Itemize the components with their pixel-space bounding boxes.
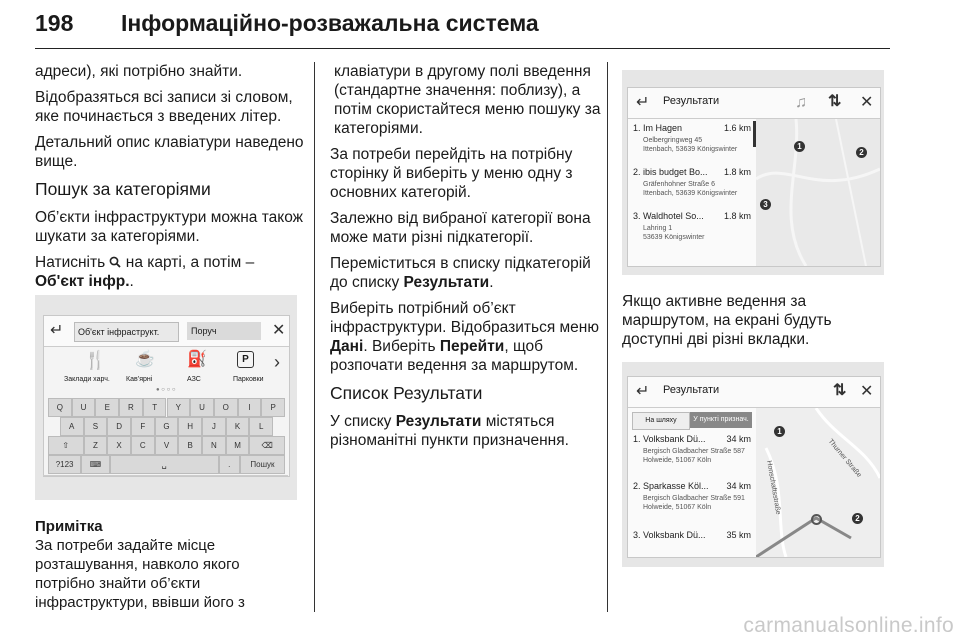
keyboard-icon[interactable]: ⌨ bbox=[81, 455, 109, 474]
map[interactable] bbox=[756, 408, 880, 557]
keyboard-key[interactable]: X bbox=[107, 436, 131, 455]
column-1 bbox=[35, 62, 307, 298]
column-3-text bbox=[622, 292, 884, 356]
keyboard-key[interactable]: S bbox=[84, 417, 108, 436]
result-address: Bergisch Gladbacher Straße 591 bbox=[643, 495, 745, 502]
shift-key-icon[interactable]: ⇧ bbox=[48, 436, 84, 455]
numeric-key[interactable]: ?123 bbox=[48, 455, 81, 474]
bold-term: Результати bbox=[403, 274, 490, 291]
result-address: 53639 Königswinter bbox=[643, 234, 705, 241]
keyboard-key[interactable]: D bbox=[107, 417, 131, 436]
screen bbox=[627, 87, 881, 267]
keyboard-key[interactable]: P bbox=[261, 398, 285, 417]
keyboard-key[interactable]: U bbox=[190, 398, 214, 417]
result-name: 1. Im Hagen bbox=[633, 123, 683, 133]
note-block bbox=[35, 517, 297, 612]
paragraph: Об’єкти інфраструктури можна також шукати за категоріями. bbox=[35, 209, 304, 245]
paragraph bbox=[330, 299, 602, 375]
screen-title: Результати bbox=[663, 384, 720, 396]
paragraph bbox=[330, 254, 602, 292]
text: Переміститься в списку підкатегорій до списку bbox=[330, 255, 591, 291]
keyboard-key[interactable]: H bbox=[178, 417, 202, 436]
result-distance: 1.8 km bbox=[723, 167, 751, 177]
keyboard-key[interactable]: F bbox=[131, 417, 155, 436]
figure-results bbox=[622, 70, 884, 275]
parking-icon[interactable]: P bbox=[237, 351, 254, 368]
keyboard-key[interactable]: V bbox=[155, 436, 179, 455]
result-distance: 1.8 km bbox=[723, 211, 751, 221]
map-pin[interactable]: 2 bbox=[852, 513, 863, 524]
chevron-right-icon[interactable]: › bbox=[274, 352, 280, 372]
keyboard-key[interactable]: A bbox=[60, 417, 84, 436]
top-bar bbox=[628, 88, 880, 119]
paragraph: За потреби перейдіть на потрібну сторінку й виберіть у меню одну з основних категорій. bbox=[330, 146, 573, 201]
tab-at-destination[interactable]: У пункті признач. bbox=[690, 412, 752, 428]
list-item[interactable] bbox=[633, 481, 751, 512]
category-label: АЗС bbox=[187, 376, 201, 383]
keyboard-key[interactable]: N bbox=[202, 436, 226, 455]
bold-term: Перейти bbox=[439, 338, 505, 355]
result-distance: 34 km bbox=[726, 481, 751, 491]
keyboard bbox=[48, 398, 285, 474]
column-divider bbox=[607, 62, 608, 612]
coffee-icon[interactable]: ☕ bbox=[135, 351, 155, 368]
map-roads bbox=[756, 119, 880, 266]
search-field-near[interactable]: Поруч bbox=[187, 322, 261, 340]
text: Натисніть bbox=[35, 254, 106, 271]
map[interactable] bbox=[756, 119, 880, 266]
keyboard-key[interactable]: T bbox=[143, 398, 167, 417]
back-icon[interactable]: ↵ bbox=[636, 94, 650, 111]
close-icon[interactable]: ✕ bbox=[860, 94, 874, 111]
map-pin[interactable]: 1 bbox=[794, 141, 805, 152]
category-label: Заклади харч. bbox=[64, 376, 110, 383]
street-label: Honschaftsstraße bbox=[765, 460, 782, 516]
result-name: 2. ibis budget Bo... bbox=[633, 167, 708, 177]
figure-category-search bbox=[35, 295, 297, 500]
list-item[interactable] bbox=[633, 167, 751, 198]
keyboard-key[interactable]: Q bbox=[48, 398, 72, 417]
keyboard-key[interactable]: I bbox=[238, 398, 262, 417]
bold-term: Результати bbox=[395, 413, 482, 430]
column-2 bbox=[330, 62, 602, 457]
screen bbox=[43, 315, 290, 477]
back-icon[interactable]: ↵ bbox=[636, 383, 650, 400]
tab-on-route[interactable]: На шляху bbox=[632, 412, 690, 430]
result-address: Ittenbach, 53639 Königswinter bbox=[643, 190, 738, 197]
result-address: Ittenbach, 53639 Königswinter bbox=[643, 146, 738, 153]
result-address: Holweide, 51067 Köln bbox=[643, 457, 712, 464]
result-name: 3. Waldhotel So... bbox=[633, 211, 704, 221]
paragraph: клавіатури в другому полі введення (стандартне значення: поблизу), а потім скористайтеся меню пошуку за категоріями. bbox=[334, 63, 601, 137]
section-heading: Пошук за категоріями bbox=[35, 179, 211, 199]
top-bar bbox=[44, 316, 289, 347]
text: . Виберіть bbox=[363, 338, 436, 355]
result-address: Holweide, 51067 Köln bbox=[643, 504, 712, 511]
keyboard-key[interactable]: C bbox=[131, 436, 155, 455]
result-name: 2. Sparkasse Köl... bbox=[633, 481, 709, 491]
text: У списку bbox=[330, 413, 392, 430]
space-key-icon[interactable]: ␣ bbox=[110, 455, 219, 474]
list-item[interactable] bbox=[633, 123, 751, 154]
keyboard-key[interactable]: E bbox=[95, 398, 119, 417]
paragraph: Відобразяться всі записи зі словом, яке починається з введених літер. bbox=[35, 89, 293, 125]
page-header bbox=[35, 4, 890, 49]
keyboard-key[interactable]: M bbox=[226, 436, 250, 455]
section-heading: Список Результати bbox=[330, 383, 483, 403]
result-address: Bergisch Gladbacher Straße 587 bbox=[643, 448, 745, 455]
location-marker-icon bbox=[811, 514, 822, 525]
paragraph: Детальний опис клавіатури наведено вище. bbox=[35, 134, 304, 170]
text: , щоб розпочати ведення за маршрутом. bbox=[330, 338, 579, 374]
page-dots: ● ○ ○ ○ bbox=[156, 387, 176, 393]
keyboard-key[interactable]: J bbox=[202, 417, 226, 436]
screen-title: Результати bbox=[663, 95, 720, 107]
close-icon[interactable]: ✕ bbox=[272, 322, 286, 339]
paragraph bbox=[35, 253, 307, 291]
sort-icon[interactable]: ⇅ bbox=[833, 382, 847, 399]
backspace-key-icon[interactable]: ⌫ bbox=[249, 436, 285, 455]
list-item[interactable] bbox=[633, 211, 751, 242]
page-title: Інформаційно-розважальна система bbox=[121, 10, 539, 36]
list-item[interactable] bbox=[633, 434, 751, 465]
restaurant-icon[interactable]: 🍴 bbox=[84, 350, 107, 370]
text: на карті, а потім – bbox=[125, 254, 255, 271]
result-address: Oelbergringweg 45 bbox=[643, 137, 703, 144]
result-distance: 34 km bbox=[726, 434, 751, 444]
sort-icon[interactable]: ⇅ bbox=[828, 93, 842, 110]
paragraph: Якщо активне ведення за маршрутом, на екрані будуть доступні дві різні вкладки. bbox=[622, 293, 832, 348]
list-item[interactable] bbox=[633, 530, 751, 541]
result-distance: 1.6 km bbox=[723, 123, 751, 133]
keyboard-key[interactable]: B bbox=[178, 436, 202, 455]
keyboard-key[interactable]: L bbox=[249, 417, 273, 436]
column-divider bbox=[314, 62, 315, 612]
result-distance: 35 km bbox=[726, 530, 751, 540]
keyboard-key[interactable]: K bbox=[226, 417, 250, 436]
results-list bbox=[628, 408, 756, 557]
page-number: 198 bbox=[35, 10, 74, 36]
result-address: Gräfenhohner Straße 6 bbox=[643, 181, 715, 188]
top-bar bbox=[628, 377, 880, 408]
map-pin[interactable]: 3 bbox=[760, 199, 771, 210]
paragraph: адреси), які потрібно знайти. bbox=[35, 63, 243, 80]
screen bbox=[627, 376, 881, 558]
keyboard-key[interactable]: R bbox=[119, 398, 143, 417]
music-icon[interactable]: ♫ bbox=[795, 94, 807, 111]
keyboard-key[interactable]: U bbox=[72, 398, 96, 417]
result-address: Lahring 1 bbox=[643, 225, 673, 232]
keyboard-key[interactable]: Y bbox=[167, 398, 191, 417]
map-pin[interactable]: 2 bbox=[856, 147, 867, 158]
watermark: carmanualsonline.info bbox=[743, 614, 954, 637]
bold-term: Об'єкт інфр. bbox=[35, 273, 130, 290]
note-text: За потреби задайте місце розташування, навколо якого потрібно знайти об’єкти інфраструктури, ввівши його з bbox=[35, 537, 245, 611]
search-key[interactable]: Пошук bbox=[240, 455, 285, 474]
text: містяться різноманітні пункти призначення. bbox=[330, 413, 569, 449]
note-title: Примітка bbox=[35, 518, 103, 535]
result-name: 1. Volksbank Dü... bbox=[633, 434, 706, 444]
category-row bbox=[44, 348, 289, 396]
close-icon[interactable]: ✕ bbox=[860, 383, 874, 400]
search-field-category[interactable]: Об'єкт інфраструкт. bbox=[74, 322, 179, 342]
bold-term: Дані bbox=[330, 338, 364, 355]
text: . bbox=[129, 273, 134, 290]
fuel-icon[interactable]: ⛽ bbox=[187, 351, 207, 368]
back-icon[interactable]: ↵ bbox=[50, 322, 64, 339]
keyboard-key[interactable]: G bbox=[155, 417, 179, 436]
category-label: Кав’ярні bbox=[126, 376, 153, 383]
divider bbox=[43, 475, 288, 476]
street-label: Thurner Straße bbox=[826, 438, 863, 479]
result-name: 3. Volksbank Dü... bbox=[633, 530, 706, 540]
search-icon bbox=[109, 254, 121, 266]
keyboard-key[interactable]: O bbox=[214, 398, 238, 417]
paragraph bbox=[330, 412, 602, 450]
text: Виберіть потрібний об’єкт інфраструктури. Відобразиться меню bbox=[330, 300, 599, 336]
text: . bbox=[489, 274, 494, 291]
map-pin[interactable]: 1 bbox=[774, 426, 785, 437]
dot-key[interactable]: . bbox=[219, 455, 240, 474]
paragraph: Залежно від вибраної категорії вона може мати різні підкатегорії. bbox=[330, 210, 591, 246]
results-list bbox=[628, 119, 756, 266]
keyboard-key[interactable]: Z bbox=[84, 436, 108, 455]
category-label: Парковки bbox=[233, 376, 264, 383]
figure-results-tabs bbox=[622, 362, 884, 567]
